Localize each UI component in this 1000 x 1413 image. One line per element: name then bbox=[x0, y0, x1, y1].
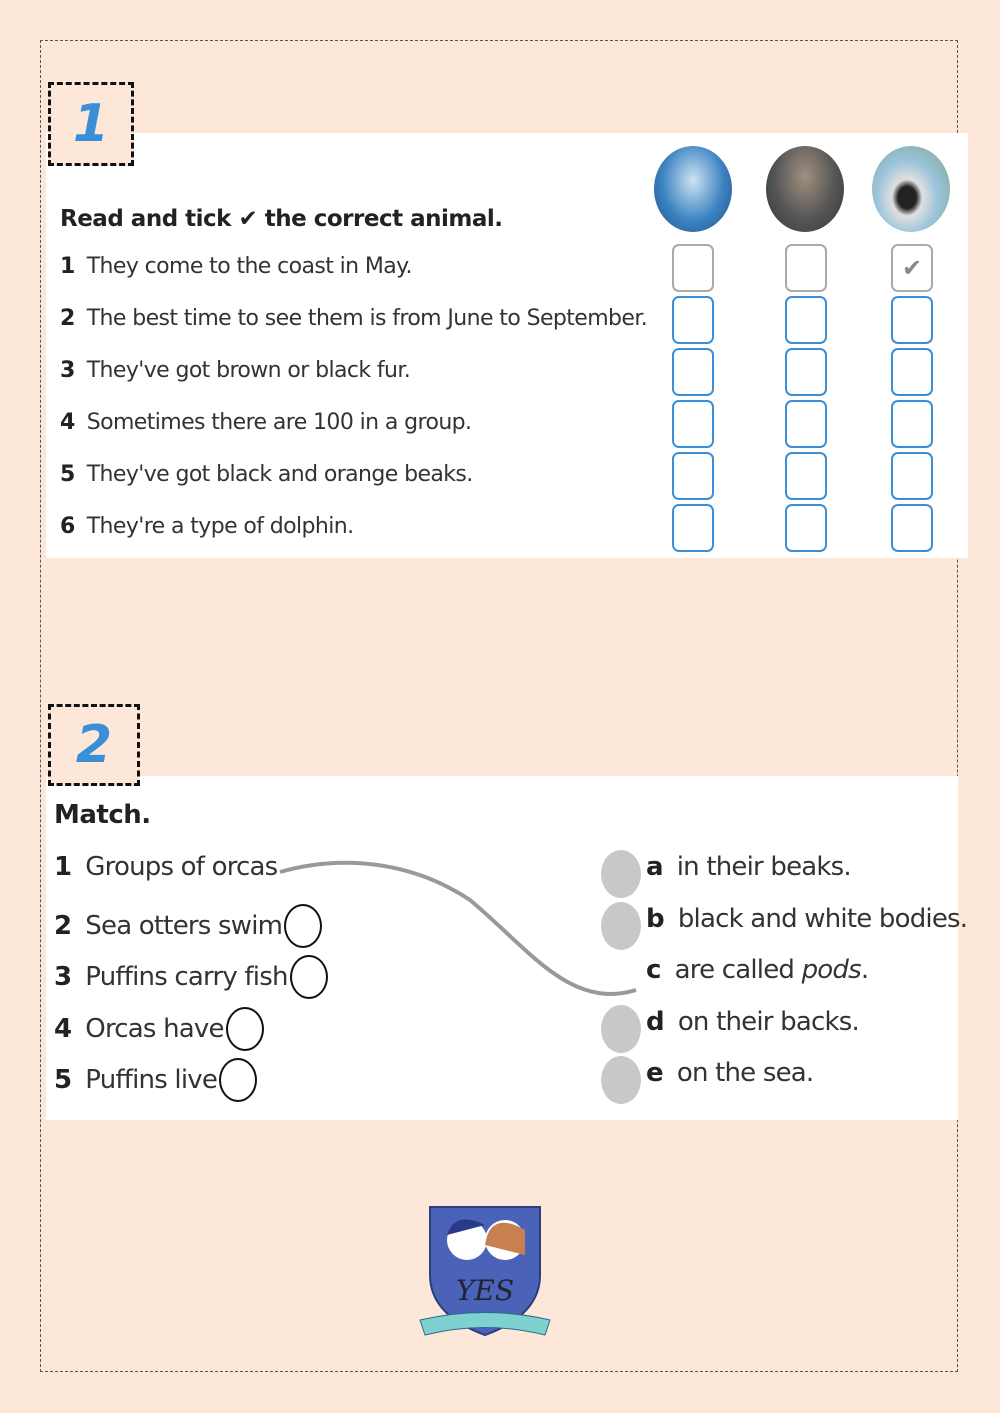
tick-icon: ✔ bbox=[901, 254, 923, 282]
item-text: are called bbox=[674, 955, 795, 985]
statement-text: The best time to see them is from June to September. bbox=[86, 306, 648, 331]
item-letter: e bbox=[646, 1058, 663, 1088]
exercise-1-number: 1 bbox=[48, 82, 134, 166]
statement-number: 1 bbox=[60, 254, 75, 279]
item-letter: b bbox=[646, 903, 664, 934]
statement-number: 2 bbox=[60, 306, 75, 331]
item-text: Orcas have bbox=[85, 1013, 224, 1044]
statement-text: They've got brown or black fur. bbox=[86, 358, 411, 383]
item-text: Sea otters swim bbox=[85, 910, 283, 941]
match-anchor-right[interactable] bbox=[601, 902, 641, 950]
item-text: in their beaks. bbox=[676, 852, 851, 882]
match-anchor-left[interactable] bbox=[284, 904, 322, 948]
match-right-item bbox=[646, 852, 851, 882]
item-text: Puffins live bbox=[85, 1065, 218, 1095]
match-anchor-right[interactable] bbox=[601, 850, 641, 898]
statement-number: 6 bbox=[60, 514, 75, 539]
exercise-1-instruction: Read and tick ✔ the correct animal. bbox=[60, 206, 503, 232]
item-number: 1 bbox=[54, 852, 72, 882]
statement-text: Sometimes there are 100 in a group. bbox=[86, 410, 472, 435]
item-text: on their backs. bbox=[677, 1006, 859, 1037]
item-letter: a bbox=[646, 852, 663, 882]
match-left-item bbox=[54, 955, 328, 999]
item-number: 3 bbox=[54, 962, 72, 992]
match-anchor-left[interactable] bbox=[226, 1007, 264, 1051]
exercise-2-number: 2 bbox=[48, 704, 140, 786]
match-right-item bbox=[646, 955, 868, 985]
item-text: . bbox=[860, 955, 869, 985]
item-number: 4 bbox=[54, 1013, 72, 1044]
item-text-italic: pods bbox=[801, 955, 861, 985]
match-anchor-right[interactable] bbox=[601, 1005, 641, 1053]
item-text: black and white bodies. bbox=[677, 903, 968, 934]
school-logo bbox=[405, 1195, 565, 1345]
item-number: 2 bbox=[54, 910, 72, 941]
match-left-item bbox=[54, 1007, 264, 1051]
statement-number: 5 bbox=[60, 462, 75, 487]
match-anchor-right[interactable] bbox=[601, 1056, 641, 1104]
statement-text: They're a type of dolphin. bbox=[86, 514, 354, 539]
item-number: 5 bbox=[54, 1065, 72, 1095]
statement-text: They've got black and orange beaks. bbox=[86, 462, 473, 487]
svg-text:YES: YES bbox=[455, 1274, 515, 1307]
statement-number: 4 bbox=[60, 410, 75, 435]
match-right-item bbox=[646, 1058, 813, 1088]
match-left-item bbox=[54, 852, 277, 882]
item-letter: d bbox=[646, 1006, 664, 1037]
match-right-item bbox=[646, 904, 967, 934]
match-left-item bbox=[54, 1058, 257, 1102]
item-text: Puffins carry fish bbox=[85, 962, 288, 992]
item-letter: c bbox=[646, 955, 661, 985]
match-right-item bbox=[646, 1007, 859, 1037]
statement-number: 3 bbox=[60, 358, 75, 383]
item-text: on the sea. bbox=[676, 1058, 814, 1088]
exercise-2-instruction: Match. bbox=[54, 800, 151, 830]
item-text: Groups of orcas bbox=[85, 852, 278, 882]
match-left-item bbox=[54, 904, 322, 948]
match-anchor-left[interactable] bbox=[219, 1058, 257, 1102]
match-anchor-left[interactable] bbox=[290, 955, 328, 999]
statement-text: They come to the coast in May. bbox=[86, 254, 412, 279]
